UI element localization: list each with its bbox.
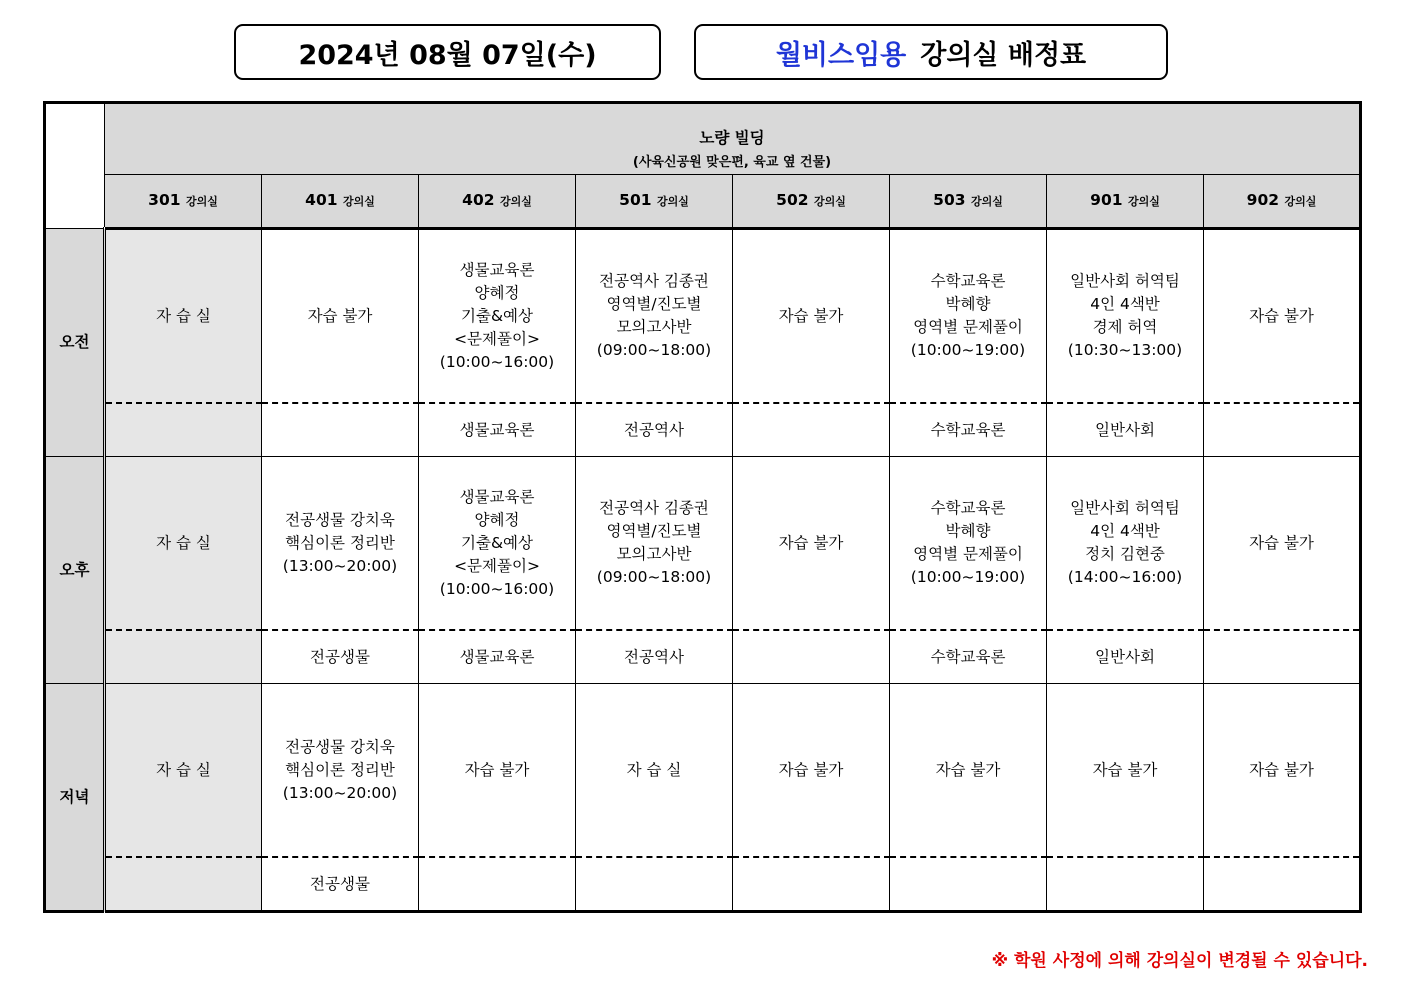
subject-cell: 일반사회 bbox=[1047, 403, 1204, 457]
schedule-cell: 자 습 실 bbox=[105, 229, 262, 404]
schedule-cell: 일반사회 허역팀 4인 4색반 정치 김현중 (14:00~16:00) bbox=[1047, 457, 1204, 631]
room-number: 501 bbox=[619, 191, 652, 209]
corner-cell bbox=[45, 103, 105, 229]
room-header bbox=[262, 175, 419, 229]
subject-cell: 수학교육론 bbox=[890, 403, 1047, 457]
room-number: 401 bbox=[305, 191, 338, 209]
page-title-box bbox=[694, 24, 1168, 80]
subject-cell: 일반사회 bbox=[1047, 630, 1204, 684]
schedule-cell: 일반사회 허역팀 4인 4색반 경제 허역 (10:30~13:00) bbox=[1047, 229, 1204, 404]
room-header bbox=[576, 175, 733, 229]
subject-cell: 전공역사 bbox=[576, 630, 733, 684]
room-number: 301 bbox=[148, 191, 181, 209]
subject-cell: 수학교육론 bbox=[890, 630, 1047, 684]
room-header bbox=[105, 175, 262, 229]
building-header bbox=[105, 103, 1361, 175]
schedule-cell: 자습 불가 bbox=[419, 684, 576, 858]
subject-cell bbox=[105, 403, 262, 457]
subject-cell bbox=[1204, 857, 1361, 912]
subject-cell bbox=[105, 630, 262, 684]
room-number: 503 bbox=[933, 191, 966, 209]
subject-cell bbox=[733, 403, 890, 457]
schedule-cell: 자습 불가 bbox=[733, 457, 890, 631]
subject-cell bbox=[576, 857, 733, 912]
schedule-cell: 자 습 실 bbox=[576, 684, 733, 858]
room-header bbox=[733, 175, 890, 229]
building-desc: (사육신공원 맞은편, 육교 옆 건물) bbox=[632, 155, 832, 170]
schedule-cell: 전공역사 김종권 영역별/진도별 모의고사반 (09:00~18:00) bbox=[576, 457, 733, 631]
schedule-cell: 생물교육론 양혜정 기출&예상 <문제풀이> (10:00~16:00) bbox=[419, 229, 576, 404]
room-suffix: 강의실 bbox=[499, 195, 532, 208]
room-header bbox=[419, 175, 576, 229]
room-suffix: 강의실 bbox=[656, 195, 689, 208]
room-suffix: 강의실 bbox=[813, 195, 846, 208]
schedule-cell: 생물교육론 양혜정 기출&예상 <문제풀이> (10:00~16:00) bbox=[419, 457, 576, 631]
subject-cell bbox=[1204, 403, 1361, 457]
schedule-cell: 자습 불가 bbox=[733, 684, 890, 858]
room-suffix: 강의실 bbox=[1127, 195, 1160, 208]
date-title-box bbox=[234, 24, 661, 80]
room-number: 901 bbox=[1090, 191, 1123, 209]
room-number: 402 bbox=[462, 191, 495, 209]
room-suffix: 강의실 bbox=[342, 195, 375, 208]
subject-cell: 전공생물 bbox=[262, 857, 419, 912]
room-header bbox=[890, 175, 1047, 229]
room-suffix: 강의실 bbox=[185, 195, 218, 208]
room-suffix: 강의실 bbox=[1284, 195, 1317, 208]
room-number: 502 bbox=[776, 191, 809, 209]
schedule-cell: 수학교육론 박혜향 영역별 문제풀이 (10:00~19:00) bbox=[890, 457, 1047, 631]
title-text: 강의실 배정표 bbox=[920, 39, 1087, 71]
schedule-cell: 자습 불가 bbox=[1204, 684, 1361, 858]
schedule-cell: 수학교육론 박혜향 영역별 문제풀이 (10:00~19:00) bbox=[890, 229, 1047, 404]
schedule-cell: 자습 불가 bbox=[890, 684, 1047, 858]
room-suffix: 강의실 bbox=[970, 195, 1003, 208]
date-title: 2024년 08월 07일(수) bbox=[298, 39, 597, 71]
schedule-cell: 자습 불가 bbox=[1204, 229, 1361, 404]
subject-cell bbox=[733, 857, 890, 912]
subject-cell: 전공생물 bbox=[262, 630, 419, 684]
subject-cell bbox=[890, 857, 1047, 912]
notice-text: ※ 학원 사정에 의해 강의실이 변경될 수 있습니다. bbox=[991, 951, 1368, 971]
period-label: 오전 bbox=[45, 229, 105, 457]
schedule-table bbox=[43, 101, 1362, 913]
schedule-cell: 자습 불가 bbox=[1204, 457, 1361, 631]
period-label: 저녁 bbox=[45, 684, 105, 912]
schedule-cell: 전공생물 강치욱 핵심이론 정리반 (13:00~20:00) bbox=[262, 457, 419, 631]
schedule-cell: 전공생물 강치욱 핵심이론 정리반 (13:00~20:00) bbox=[262, 684, 419, 858]
schedule-cell: 자습 불가 bbox=[1047, 684, 1204, 858]
room-header bbox=[1204, 175, 1361, 229]
room-header bbox=[1047, 175, 1204, 229]
subject-cell bbox=[733, 630, 890, 684]
schedule-cell: 자습 불가 bbox=[733, 229, 890, 404]
schedule-cell: 자 습 실 bbox=[105, 684, 262, 858]
schedule-cell: 전공역사 김종권 영역별/진도별 모의고사반 (09:00~18:00) bbox=[576, 229, 733, 404]
title-accent: 월비스임용 bbox=[775, 39, 907, 71]
subject-cell bbox=[105, 857, 262, 912]
schedule-cell: 자 습 실 bbox=[105, 457, 262, 631]
period-label: 오후 bbox=[45, 457, 105, 684]
subject-cell: 생물교육론 bbox=[419, 403, 576, 457]
subject-cell bbox=[262, 403, 419, 457]
subject-cell: 전공역사 bbox=[576, 403, 733, 457]
room-number: 902 bbox=[1246, 191, 1280, 209]
subject-cell: 생물교육론 bbox=[419, 630, 576, 684]
schedule-cell: 자습 불가 bbox=[262, 229, 419, 404]
subject-cell bbox=[1047, 857, 1204, 912]
building-name: 노량 빌딩 bbox=[699, 129, 765, 147]
subject-cell bbox=[419, 857, 576, 912]
subject-cell bbox=[1204, 630, 1361, 684]
